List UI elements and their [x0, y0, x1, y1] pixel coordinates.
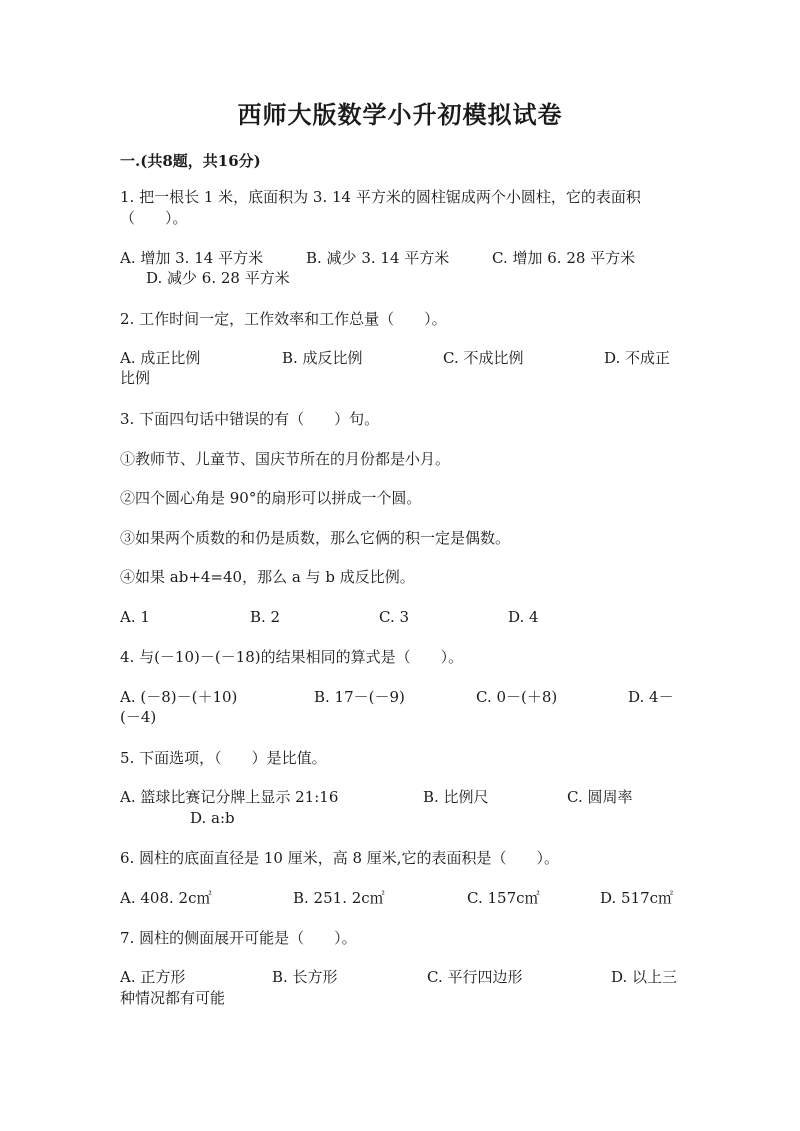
- question-1-stem: 1. 把一根长 1 米，底面积为 3. 14 平方米的圆柱锯成两个小圆柱，它的表面积: [120, 188, 641, 206]
- question-3-statement-2: ②四个圆心角是 90°的扇形可以拼成一个圆。: [120, 489, 422, 507]
- question-5-option-c: C. 圆周率: [567, 788, 633, 806]
- question-5-stem: 5. 下面选项，（ ）是比值。: [120, 749, 327, 767]
- section-heading: 一.(共8题，共16分): [120, 152, 261, 170]
- question-7-option-b: B. 长方形: [272, 968, 338, 986]
- page-title: 西师大版数学小升初模拟试卷: [237, 100, 563, 129]
- question-6-option-a: A. 408. 2c㎡: [120, 889, 212, 907]
- question-3-stem: 3. 下面四句话中错误的有（ ）句。: [120, 410, 380, 428]
- question-6-option-b: B. 251. 2c㎡: [293, 889, 385, 907]
- question-3-option-d: D. 4: [508, 608, 539, 626]
- question-1-stem-cont: （ ）。: [120, 209, 188, 227]
- question-1-option-c: C. 增加 6. 28 平方米: [492, 249, 636, 267]
- question-3-statement-3: ③如果两个质数的和仍是质数，那么它俩的积一定是偶数。: [120, 529, 511, 547]
- question-3-option-a: A. 1: [120, 608, 150, 626]
- question-7-option-d-cont: 种情况都有可能: [120, 989, 226, 1007]
- question-4-option-a: A. (－8)－(＋10): [120, 688, 238, 706]
- question-2-stem: 2. 工作时间一定，工作效率和工作总量（ ）。: [120, 310, 447, 328]
- question-5-option-a: A. 篮球比赛记分牌上显示 21:16: [120, 788, 339, 806]
- question-1-option-a: A. 增加 3. 14 平方米: [120, 249, 264, 267]
- question-3-statement-1: ①教师节、儿童节、国庆节所在的月份都是小月。: [120, 450, 451, 468]
- question-2-option-d: D. 不成正: [604, 349, 671, 367]
- question-6-option-c: C. 157c㎡: [467, 889, 540, 907]
- question-6-option-d: D. 517c㎡: [600, 889, 674, 907]
- question-1-option-d: D. 减少 6. 28 平方米: [146, 269, 290, 287]
- question-7-option-d: D. 以上三: [611, 968, 678, 986]
- question-3-option-b: B. 2: [250, 608, 281, 626]
- question-7-option-c: C. 平行四边形: [427, 968, 523, 986]
- question-4-option-c: C. 0－(＋8): [476, 688, 558, 706]
- question-6-stem: 6. 圆柱的底面直径是 10 厘米，高 8 厘米,它的表面积是（ ）。: [120, 849, 560, 867]
- question-4-stem: 4. 与(－10)－(－18)的结果相同的算式是（ ）。: [120, 648, 464, 666]
- question-3-option-c: C. 3: [379, 608, 410, 626]
- question-5-option-d: D. a:b: [190, 809, 235, 827]
- question-7-stem: 7. 圆柱的侧面展开可能是（ ）。: [120, 929, 357, 947]
- question-3-statement-4: ④如果 ab+4=40，那么 a 与 b 成反比例。: [120, 568, 415, 586]
- question-4-option-d: D. 4－: [628, 688, 674, 706]
- question-4-option-b: B. 17－(－9): [314, 688, 405, 706]
- question-2-option-d-cont: 比例: [120, 369, 151, 387]
- question-7-option-a: A. 正方形: [120, 968, 186, 986]
- question-2-option-c: C. 不成比例: [443, 349, 524, 367]
- question-1-option-b: B. 减少 3. 14 平方米: [306, 249, 450, 267]
- question-2-option-b: B. 成反比例: [282, 349, 363, 367]
- question-5-option-b: B. 比例尺: [423, 788, 489, 806]
- question-2-option-a: A. 成正比例: [120, 349, 201, 367]
- question-4-option-d-cont: (－4): [120, 708, 157, 726]
